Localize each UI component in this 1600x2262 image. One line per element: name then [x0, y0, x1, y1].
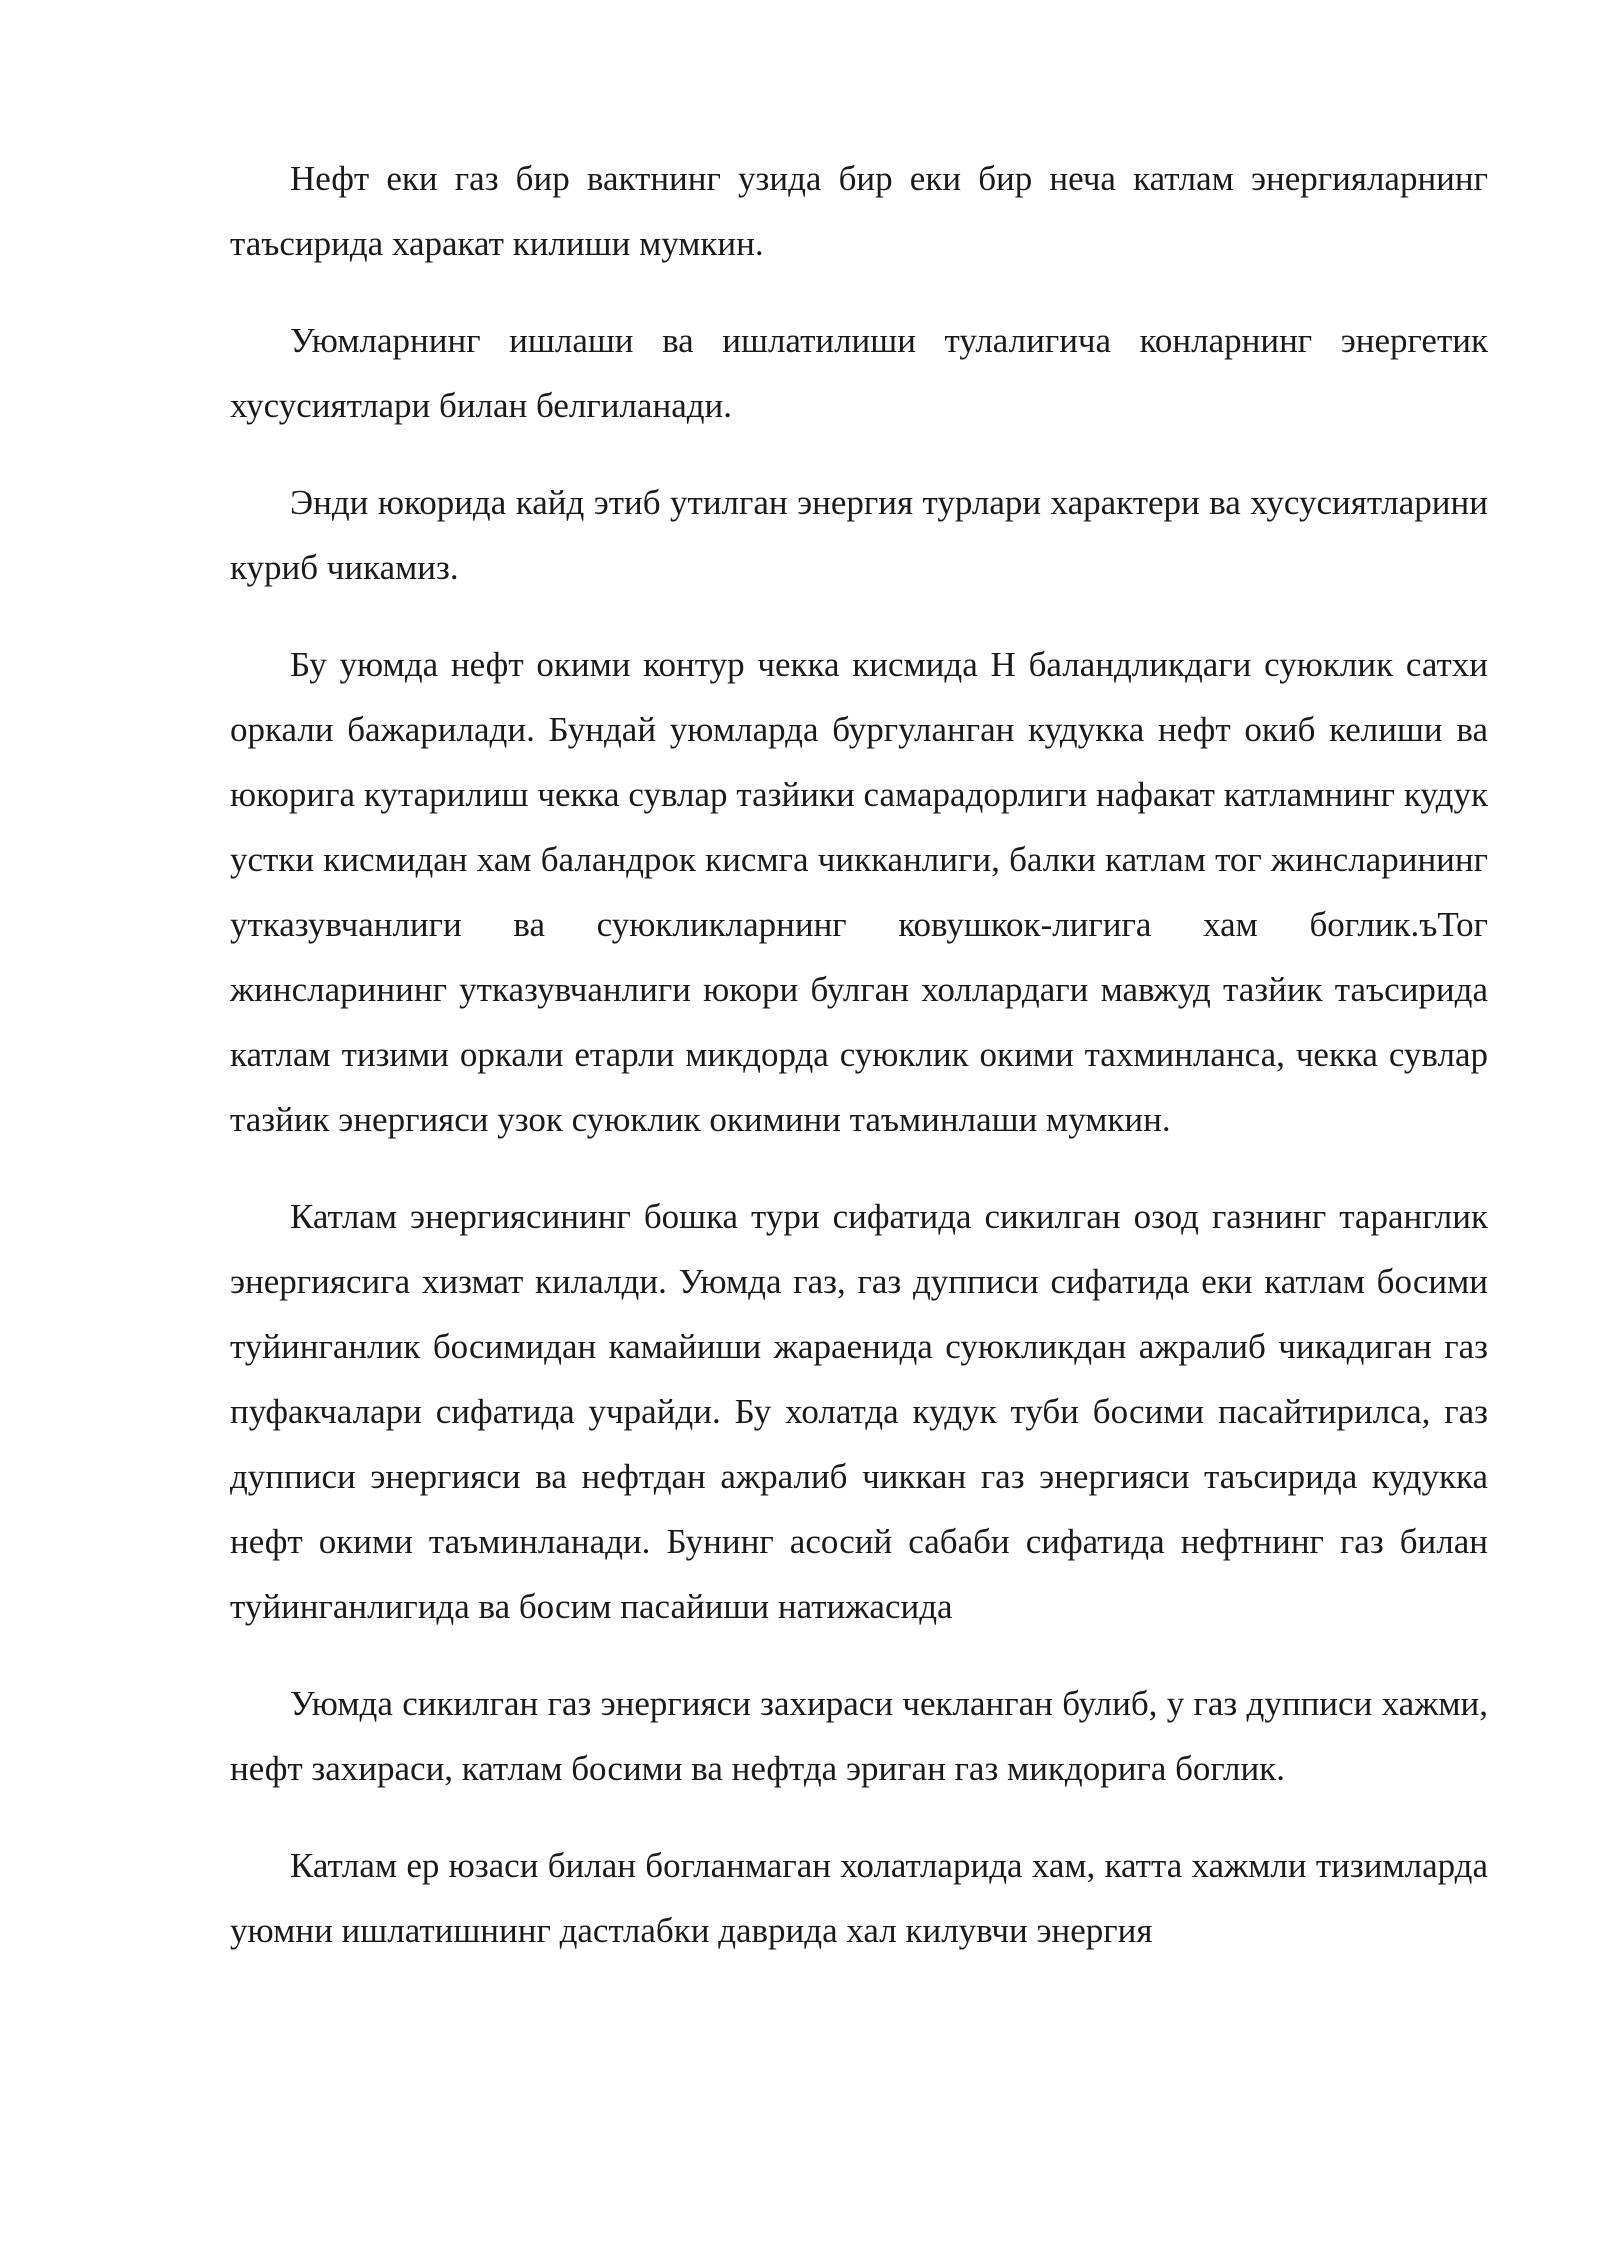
paragraph-7: Катлам ер юзаси билан богланмаган холатларида хам, катта хажмли тизимларда уюмни ишлатишнинг дастлабки даврида хал килувчи энергия: [230, 1846, 1488, 1950]
paragraph-4: Бу уюмда нефт окими контур чекка кисмида Н баландликдаги суюклик сатхи оркали бажарилади. Бундай уюмларда бургуланган кудукка нефт окиб келиши ва юкорига кутарилиш чекка сувлар тазйики самарадорлиги нафакат катламнинг кудук устки кисмидан хам баландрок кисмга чикканлиги, балки катлам тог жинсларининг утказувчанлиги ва суюкликларнинг ковушкок-лигига хам боглик.ъТог жинсларининг утказувчанлиги юкори булган холлардаги мавжуд тазйик таъсирида катлам тизими оркали етарли микдорда суюклик окими тахминланса, чекка сувлар тазйик энергияси узок суюклик окимини таъминлаши мумкин.: [230, 645, 1488, 1139]
paragraph-1: Нефт еки газ бир вактнинг узида бир еки бир неча катлам энергияларнинг таъсирида харакат килиши мумкин.: [230, 159, 1488, 263]
document-body: [230, 146, 1488, 1995]
paragraph-2: Уюмларнинг ишлаши ва ишлатилиши тулалигича конларнинг энергетик хусусиятлари билан белгиланади.: [230, 321, 1488, 425]
paragraph-6: Уюмда сикилган газ энергияси захираси чекланган булиб, у газ дупписи хажми, нефт захираси, катлам босими ва нефтда эриган газ микдорига боглик.: [230, 1684, 1488, 1788]
paragraph-3: Энди юкорида кайд этиб утилган энергия турлари характери ва хусусиятларини куриб чикамиз.: [230, 483, 1488, 587]
paragraph-5: Катлам энергиясининг бошка тури сифатида сикилган озод газнинг таранглик энергиясига хизмат килалди. Уюмда газ, газ дупписи сифатида еки катлам босими туйинганлик босимидан камайиши жараенида суюкликдан ажралиб чикадиган газ пуфакчалари сифатида учрайди. Бу холатда кудук туби босими пасайтирилса, газ дупписи энергияси ва нефтдан ажралиб чиккан газ энергияси таъсирида кудукка нефт окими таъминланади. Бунинг асосий сабаби сифатида нефтнинг газ билан туйинганлигида ва босим пасайиши натижасида: [230, 1197, 1488, 1626]
